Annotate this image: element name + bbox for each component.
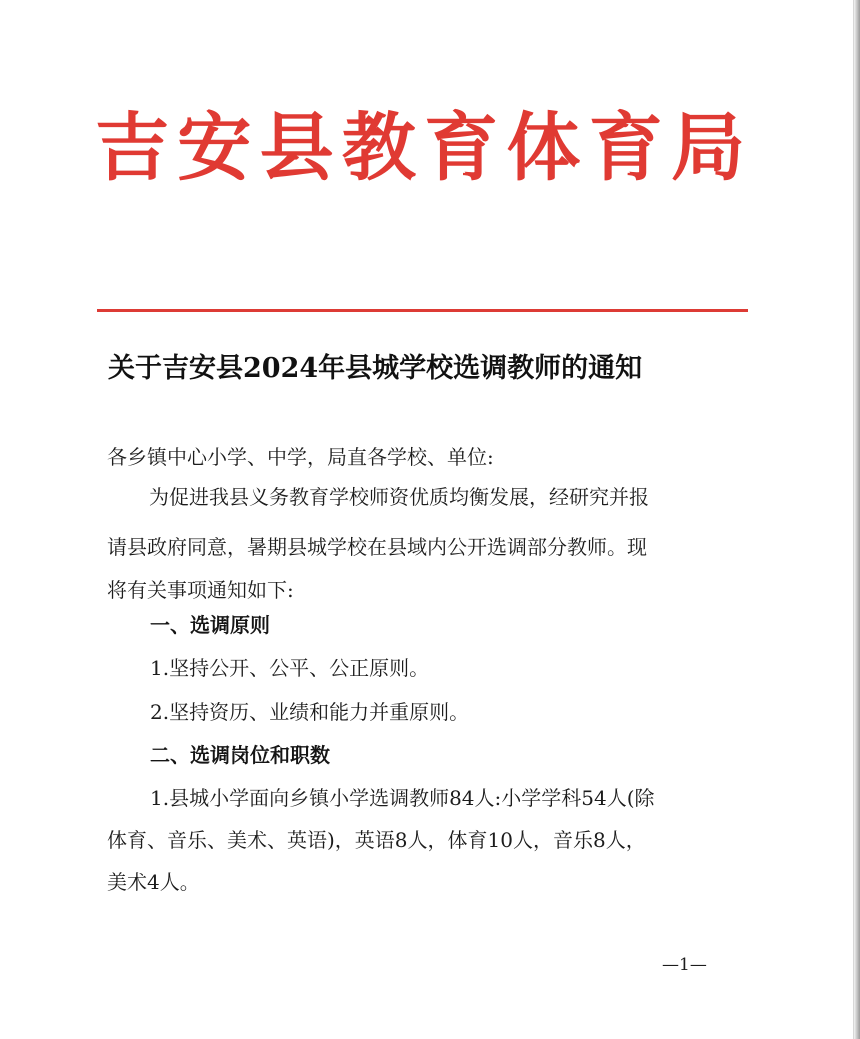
document-title: 关于吉安县2024年县城学校选调教师的通知 — [108, 353, 643, 384]
letterhead-char: 吉 — [95, 105, 169, 191]
intro-line-3: 将有关事项通知如下: — [107, 578, 294, 602]
section-1-heading: 一、选调原则 — [150, 613, 270, 637]
section-2-item-1-line-3: 美术4人。 — [107, 870, 200, 894]
letterhead-char: 县 — [259, 105, 334, 191]
section-2-item-1-line-2: 体育、音乐、美术、英语)，英语8人，体育10人，音乐8人， — [107, 828, 646, 852]
letterhead-char: 教 — [341, 105, 416, 191]
section-2-heading: 二、选调岗位和职数 — [150, 743, 330, 767]
intro-line-2: 请县政府同意，暑期县城学校在县域内公开选调部分教师。现 — [107, 535, 647, 559]
intro-line-1: 为促进我县义务教育学校师资优质均衡发展，经研究并报 — [149, 485, 649, 509]
letterhead-char: 体 — [506, 105, 581, 191]
letterhead-char: 育 — [424, 105, 499, 191]
letterhead-char: 局 — [670, 105, 745, 191]
letterhead-char: 安 — [177, 105, 252, 191]
letterhead-red-rule — [97, 309, 748, 312]
section-2-item-1-line-1: 1.县城小学面向乡镇小学选调教师84人:小学学科54人(除 — [150, 786, 655, 810]
addressee: 各乡镇中心小学、中学，局直各学校、单位: — [107, 445, 494, 469]
letterhead-char: 育 — [588, 105, 663, 191]
agency-letterhead — [95, 100, 745, 196]
page-number: —1— — [662, 955, 707, 975]
section-1-item-1: 1.坚持公开、公平、公正原则。 — [150, 656, 430, 680]
page-shadow — [854, 0, 860, 1039]
section-1-item-2: 2.坚持资历、业绩和能力并重原则。 — [150, 700, 470, 724]
